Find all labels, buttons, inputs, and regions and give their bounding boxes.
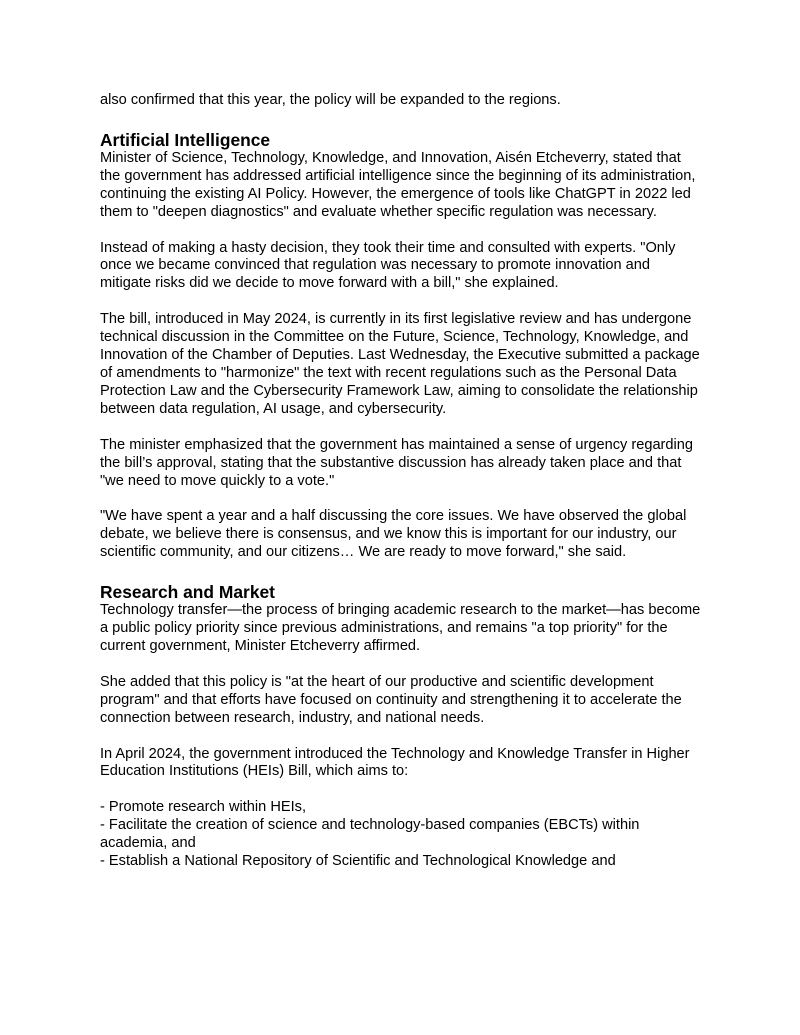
- section-heading-research-and-market: Research and Market: [100, 582, 275, 603]
- research-paragraph-1: Technology transfer—the process of bringing academic research to the market—has become a public policy priority since previous administrations, and remains "a top priority" for the current government, Minister Etcheverry affirmed.: [100, 602, 701, 654]
- intro-paragraph: also confirmed that this year, the policy will be expanded to the regions.: [100, 92, 561, 108]
- section-heading-artificial-intelligence: Artificial Intelligence: [100, 129, 271, 150]
- list-item: - Promote research within HEIs,: [100, 799, 307, 816]
- list-item: - Facilitate the creation of science and technology-based companies (EBCTs) within academia, and: [100, 817, 640, 852]
- bill-aims-list: [100, 799, 705, 871]
- ai-paragraph-5: "We have spent a year and a half discussing the core issues. We have observed the global debate, we believe there is consensus, and we know this is important for our industry, our scientific community, and our citizens… We are ready to move forward," she said.: [100, 508, 687, 561]
- ai-paragraph-4: The minister emphasized that the government has maintained a sense of urgency regarding the bill’s approval, stating that the substantive discussion has already taken place and that "we need to move quickly to a vote.": [100, 436, 694, 489]
- research-paragraph-3: In April 2024, the government introduced the Technology and Knowledge Transfer in Higher Education Institutions (HEIs) Bill, which aims to:: [100, 745, 690, 780]
- ai-paragraph-1: Minister of Science, Technology, Knowledge, and Innovation, Aisén Etcheverry, stated that the government has addressed artificial intelligence since the beginning of its administration, continuing the existing AI Policy. However, the emergence of tools like ChatGPT in 2022 led them to "deepen diagnostics" and evaluate whether specific regulation was necessary.: [100, 149, 696, 220]
- ai-paragraph-3: The bill, introduced in May 2024, is currently in its first legislative review and has undergone technical discussion in the Committee on the Future, Science, Technology, Knowledge, and Innovation of the Chamber of Deputies. Last Wednesday, the Executive submitted a package of amendments to "harmonize" the text with recent regulations such as the Personal Data Protection Law and the Cybersecurity Framework Law, aiming to consolidate the relationship between data regulation, AI usage, and cybersecurity.: [100, 311, 700, 417]
- ai-paragraph-2: Instead of making a hasty decision, they took their time and consulted with experts. "Only once we became convinced that regulation was necessary to promote innovation and mitigate risks did we decide to move forward with a bill," she explained.: [100, 239, 676, 292]
- research-paragraph-2: She added that this policy is "at the heart of our productive and scientific development program" and that efforts have focused on continuity and strengthening it to accelerate the connection between research, industry, and national needs.: [100, 673, 682, 726]
- document-page: [100, 92, 705, 871]
- list-item: - Establish a National Repository of Scientific and Technological Knowledge and: [100, 853, 616, 870]
